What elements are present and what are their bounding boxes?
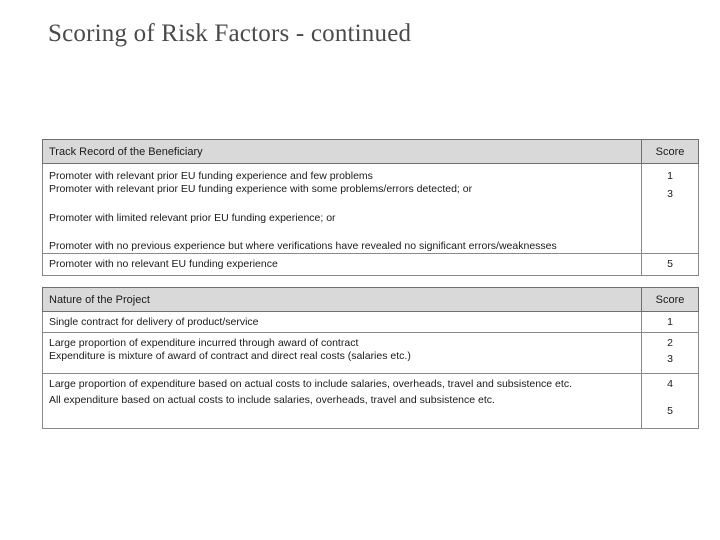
nature-of-project-table [42, 287, 699, 429]
track-record-table [42, 139, 699, 276]
score-value: 3 [667, 353, 673, 365]
score-value: 4 [667, 378, 673, 390]
score-cell [642, 312, 699, 333]
table-row [43, 254, 699, 276]
table-row [43, 312, 699, 333]
criteria-line: Promoter with no previous experience but where verifications have revealed no significant errors/weaknesses [49, 240, 557, 252]
criteria-line: Single contract for delivery of product/service [49, 316, 259, 328]
criteria-cell [43, 164, 642, 254]
score-value: 3 [667, 188, 673, 200]
score-value: 5 [667, 405, 673, 417]
criteria-cell [43, 312, 642, 333]
criteria-cell [43, 374, 642, 429]
criteria-line: Promoter with no relevant EU funding experience [49, 258, 278, 270]
nature-header-label: Nature of the Project [43, 288, 642, 312]
criteria-line: Promoter with relevant prior EU funding experience and few problems [49, 170, 373, 182]
score-value: 1 [667, 316, 673, 328]
table-header-row [43, 288, 699, 312]
criteria-cell [43, 254, 642, 276]
criteria-cell [43, 333, 642, 374]
track-record-header-label: Track Record of the Beneficiary [43, 140, 642, 164]
criteria-line: Large proportion of expenditure incurred through award of contract [49, 337, 359, 349]
table-header-row [43, 140, 699, 164]
track-record-header-score: Score [642, 140, 699, 164]
score-value: 2 [667, 337, 673, 349]
page-title: Scoring of Risk Factors - continued [48, 20, 412, 47]
criteria-line: Promoter with relevant prior EU funding experience with some problems/errors detected; or [49, 183, 473, 195]
table-row [43, 374, 699, 429]
nature-header-score: Score [642, 288, 699, 312]
score-value: 5 [667, 258, 673, 270]
criteria-line: All expenditure based on actual costs to include salaries, overheads, travel and subsistence etc. [49, 394, 495, 406]
score-cell [642, 374, 699, 429]
table-row [43, 333, 699, 374]
criteria-line: Expenditure is mixture of award of contract and direct real costs (salaries etc.) [49, 350, 411, 362]
table-row [43, 164, 699, 254]
score-cell [642, 254, 699, 276]
score-cell [642, 164, 699, 254]
score-value: 1 [667, 170, 673, 182]
score-cell [642, 333, 699, 374]
criteria-line: Promoter with limited relevant prior EU funding experience; or [49, 212, 336, 224]
criteria-line: Large proportion of expenditure based on actual costs to include salaries, overheads, travel and subsistence etc. [49, 378, 572, 390]
